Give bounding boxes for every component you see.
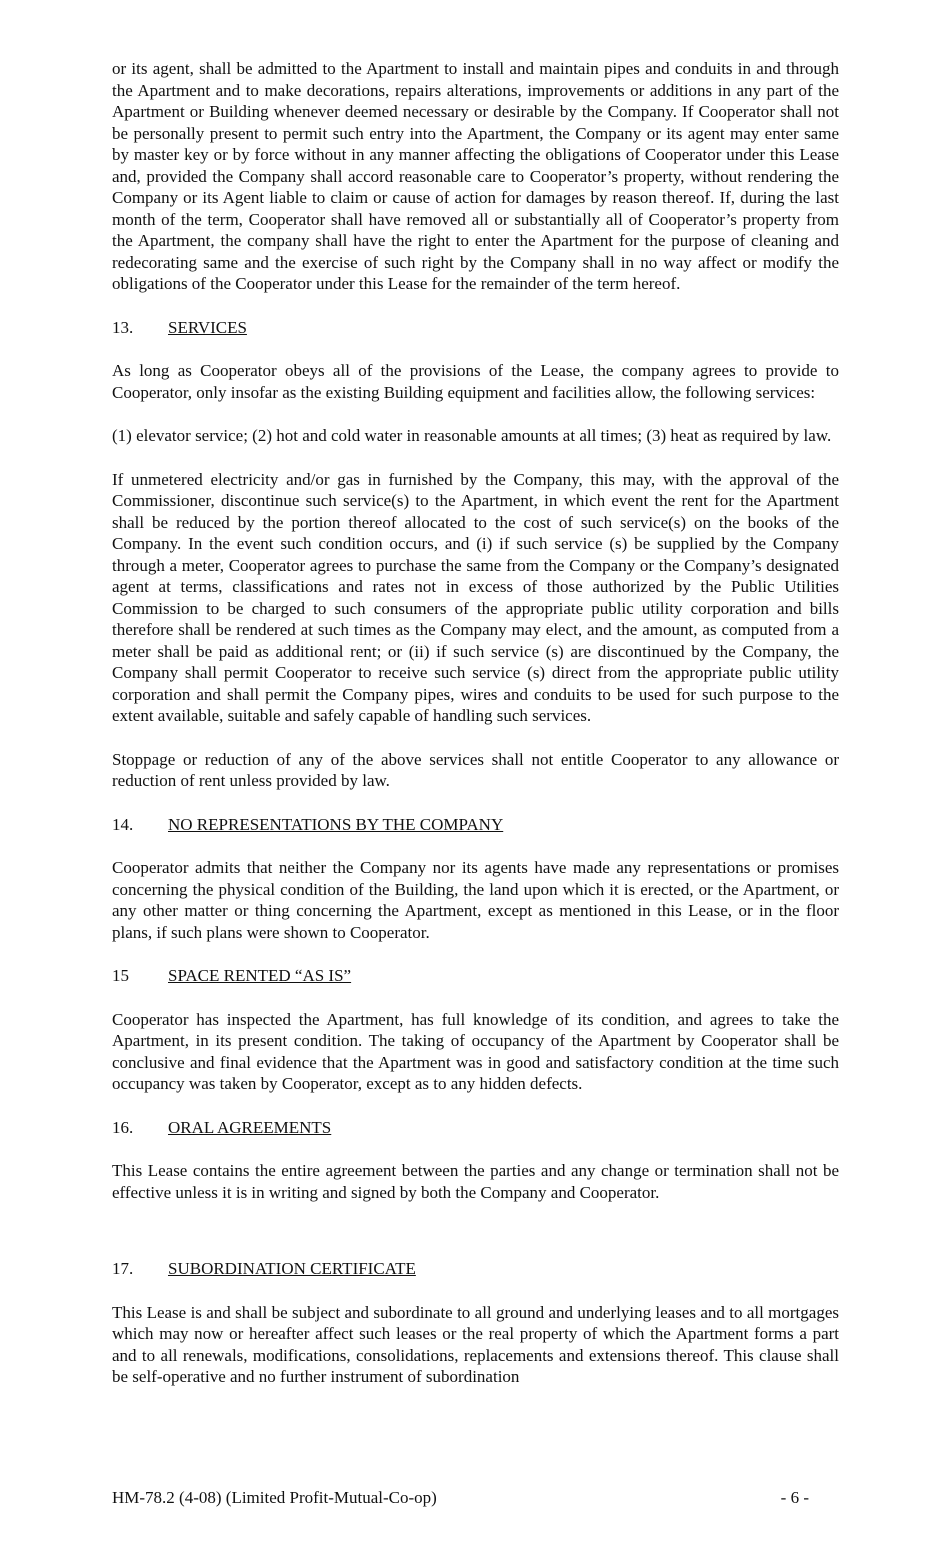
section-13-paragraph-1: As long as Cooperator obeys all of the provisions of the Lease, the company agrees to provide to Cooperator, only insofar as the existing Building equipment and facilities allow, the following services: [112,361,839,402]
section-13-paragraph-3: If unmetered electricity and/or gas in furnished by the Company, this may, with the approval of the Commissioner, discontinue such service(s) to the Apartment, in which event the rent for the Apartment shall be reduced by the portion thereof allocated to the cost of such service(s) on the books of the Company. In the event such condition occurs, and (i) if such service (s) be supplied by the Company through a meter, Cooperator agrees to purchase the same from the Company or the Company’s designated agent at terms, classifications and rates not in excess of those authorized by the Public Utilities Commission to be charged to such consumers of the appropriate public utility corporation and bills therefore shall be rendered at such times as the Company may elect, and the amount, as computed from a meter shall be paid as additional rent; or (ii) if such service (s) are discontinued by the Company, the Company shall permit Cooperator to receive such service (s) direct from the appropriate public utility corporation and shall permit the Company pipes, wires and conduits to be used for such purpose to the extent available, suitable and safely capable of handling such services. [112,469,839,725]
section-title: SUBORDINATION CERTIFICATE [168,1259,416,1278]
section-13-heading [112,317,839,339]
section-number: 14. [112,814,134,834]
section-15-paragraph-1: Cooperator has inspected the Apartment, has full knowledge of its condition, and agrees to take the Apartment, in its present condition. The taking of occupancy of the Apartment by Cooperator shall be conclusive and final evidence that the Apartment was in good and satisfactory condition at the time such occupancy was taken by Cooperator, except as to any hidden defects. [112,1009,839,1093]
section-16-paragraph-1: This Lease contains the entire agreement between the parties and any change or termination shall not be effective unless it is in writing and signed by both the Company and Cooperator. [112,1161,839,1202]
page-body [112,58,839,1388]
section-number: 13. [112,317,134,337]
section-number: 17. [112,1259,134,1278]
continuation-paragraph: or its agent, shall be admitted to the Apartment to install and maintain pipes and conduits in and through the Apartment and to make decorations, repairs alterations, improvements or additions in any part of the Apartment or Building whenever deemed necessary or desirable by the Company. If Cooperator shall not be personally present to permit such entry into the Apartment, the Company or its agent may enter same by master key or by force without in any manner affecting the obligations of Cooperator under this Lease and, provided the Company shall accord reasonable care to Cooperator’s property, without rendering the Company or its Agent liable to claim or cause of action for damages by reason thereof. If, during the last month of the term, Cooperator shall have removed all or substantially all of Cooperator’s property from the Apartment, the company shall have the right to enter the Apartment for the purpose of cleaning and redecorating same and the exercise of such right by the Company shall in no way affect or modify the obligations of the Cooperator under this Lease for the remainder of the term hereof. [112,59,839,293]
section-13-paragraph-2: (1) elevator service; (2) hot and cold water in reasonable amounts at all times; (3) heat as required by law. [112,426,832,445]
section-title: SERVICES [168,317,247,337]
section-number: 16. [112,1117,134,1137]
section-title: NO REPRESENTATIONS BY THE COMPANY [168,814,504,834]
section-17-paragraph-1: This Lease is and shall be subject and subordinate to all ground and underlying leases and to all mortgages which may now or hereafter affect such leases or the real property of which the Apartment forms a part and to all renewals, modifications, consolidations, replacements and extensions thereof. This clause shall be self-operative and no further instrument of subordination [112,1302,839,1386]
section-number: 15 [112,966,129,985]
section-16-heading [112,1117,839,1139]
page-footer [112,1487,839,1509]
section-17-heading [112,1258,839,1280]
section-14-paragraph-1: Cooperator admits that neither the Company nor its agents have made any representations or promises concerning the physical condition of the Building, the land upon which it is erected, or the Apartment, or any other matter or thing concerning the Apartment, except as mentioned in this Lease, or in the floor plans, if such plans were shown to Cooperator. [112,858,839,942]
page-number: - 6 - [780,1488,809,1507]
section-title: ORAL AGREEMENTS [168,1117,332,1137]
section-15-heading [112,965,839,987]
section-13-paragraph-4: Stoppage or reduction of any of the above services shall not entitle Cooperator to any allowance or reduction of rent unless provided by law. [112,749,839,790]
section-14-heading [112,814,839,836]
section-title: SPACE RENTED “AS IS” [168,966,352,985]
form-identifier: HM-78.2 (4-08) (Limited Profit-Mutual-Co-op) [112,1488,437,1507]
